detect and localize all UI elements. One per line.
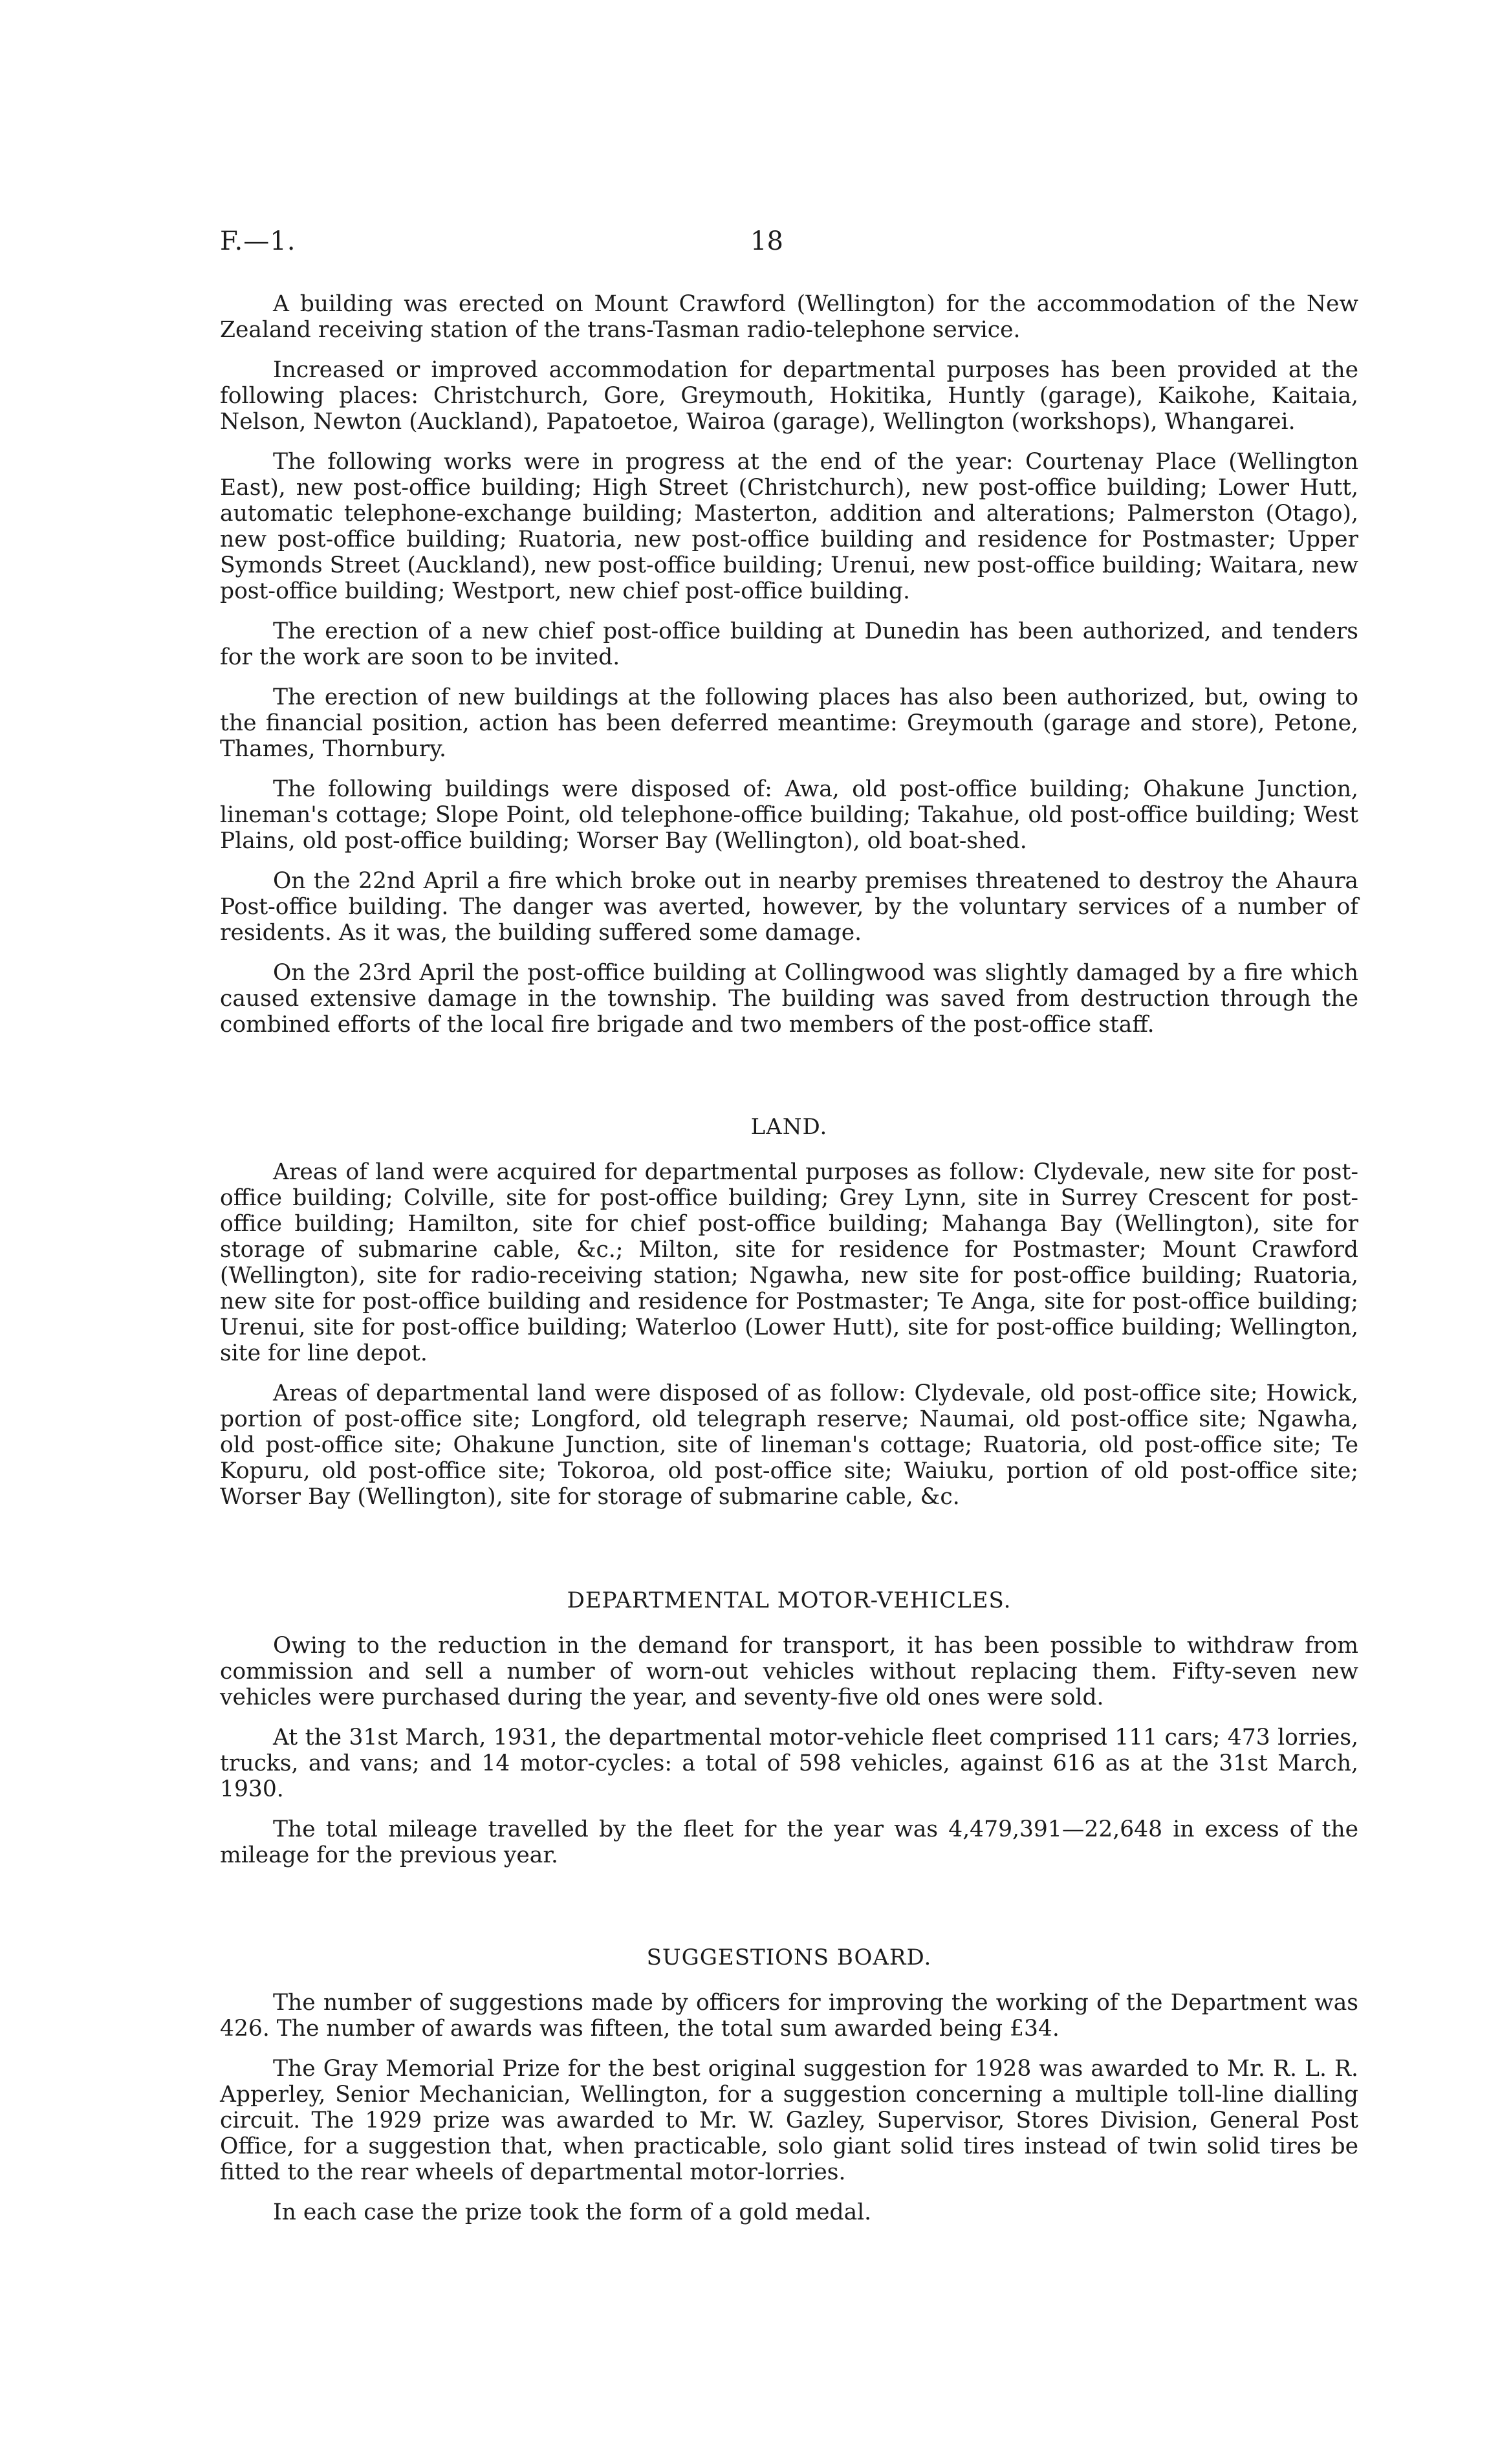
paragraph: The following works were in progress at the end of the year: Courtenay Place (Wellington East), new post-office building; High Street (Christchurch), new post-office building; Lower Hutt, automatic telephone-exchange building; Masterton, addition and alterations; Palmerston (Otago), new post-office building; Ruatoria, new post-office building and residence for Postmaster; Upper Symonds Street (Auckland), new post-office building; Urenui, new post-office building; Waitara, new post-office building; Westport, new chief post-office building. (220, 449, 1358, 604)
paragraph: The number of suggestions made by officers for improving the working of the Department was 426. The number of awards was fifteen, the total sum awarded being £34. (220, 1990, 1358, 2042)
section-heading-motor-vehicles: DEPARTMENTAL MOTOR-VEHICLES. (567, 1587, 1012, 1613)
paragraph: Increased or improved accommodation for departmental purposes has been provided at the following places: Christchurch, Gore, Greymouth, Hokitika, Huntly (garage), Kaikohe, Kaitaia, Nelson, Newton (Auckland), Papatoetoe, Wairoa (garage), Wellington (workshops), Whangarei. (220, 357, 1358, 435)
paragraph: Owing to the reduction in the demand for transport, it has been possible to withdraw from commission and sell a number of worn-out vehicles without replacing them. Fifty-seven new vehicles were purchased during the year, and seventy-five old ones were sold. (220, 1633, 1358, 1710)
paragraph: The total mileage travelled by the fleet for the year was 4,479,391—22,648 in excess of the mileage for the previous year. (220, 1816, 1358, 1868)
paragraph: A building was erected on Mount Crawford (Wellington) for the accommodation of the New Zealand receiving station of the trans-Tasman radio-telephone service. (220, 291, 1358, 343)
paragraph: The following buildings were disposed of: Awa, old post-office building; Ohakune Junction, lineman's cottage; Slope Point, old telephone-office building; Takahue, old post-office building; West Plains, old post-office building; Worser Bay (Wellington), old boat-shed. (220, 776, 1358, 854)
paragraph: In each case the prize took the form of a gold medal. (273, 2199, 872, 2225)
paragraph: Areas of departmental land were disposed of as follow: Clydevale, old post-office site; Howick, portion of post-office site; Longford, old telegraph reserve; Naumai, old post-office site; Ngawha, old post-office site; Ohakune Junction, site of lineman's cottage; Ruatoria, old post-office site; Te Kopuru, old post-office site; Tokoroa, old post-office site; Waiuku, portion of old post-office site; Worser Bay (Wellington), site for storage of submarine cable, &c. (220, 1380, 1358, 1510)
suggestions-board-section (220, 1945, 1358, 2225)
paragraph: On the 22nd April a fire which broke out in nearby premises threatened to destroy the Ahaura Post-office building. The danger was averted, however, by the voluntary services of a number of residents. As it was, the building suffered some damage. (220, 868, 1358, 946)
document-page (220, 226, 1358, 2240)
paragraph: On the 23rd April the post-office building at Collingwood was slightly damaged by a fire which caused extensive damage in the township. The building was saved from destruction through the combined efforts of the local fire brigade and two members of the post-office staff. (220, 960, 1358, 1038)
section-heading-land: LAND. (750, 1114, 828, 1140)
section-heading-suggestions-board: SUGGESTIONS BOARD. (646, 1945, 932, 1970)
intro-section (220, 291, 1358, 1038)
land-section (220, 1114, 1358, 1510)
document-reference: F.—1. (220, 226, 296, 256)
page-number: 18 (750, 226, 783, 256)
paragraph: The Gray Memorial Prize for the best original suggestion for 1928 was awarded to Mr. R. L. R. Apperley, Senior Mechanician, Wellington, for a suggestion concerning a multiple toll-line dialling circuit. The 1929 prize was awarded to Mr. W. Gazley, Supervisor, Stores Division, General Post Office, for a suggestion that, when practicable, solo giant solid tires instead of twin solid tires be fitted to the rear wheels of departmental motor-lorries. (220, 2056, 1358, 2185)
motor-vehicles-section (220, 1587, 1358, 1868)
paragraph: The erection of new buildings at the following places has also been authorized, but, owing to the financial position, action has been deferred meantime: Greymouth (garage and store), Petone, Thames, Thornbury. (220, 684, 1358, 762)
paragraph: The erection of a new chief post-office building at Dunedin has been authorized, and tenders for the work are soon to be invited. (220, 618, 1358, 670)
paragraph: At the 31st March, 1931, the departmental motor-vehicle fleet comprised 111 cars; 473 lorries, trucks, and vans; and 14 motor-cycles: a total of 598 vehicles, against 616 as at the 31st March, 1930. (220, 1725, 1358, 1802)
page-header (220, 226, 1358, 265)
paragraph: Areas of land were acquired for departmental purposes as follow: Clydevale, new site for post-office building; Colville, site for post-office building; Grey Lynn, site in Surrey Crescent for post-office building; Hamilton, site for chief post-office building; Mahanga Bay (Wellington), site for storage of submarine cable, &c.; Milton, site for residence for Postmaster; Mount Crawford (Wellington), site for radio-receiving station; Ngawha, new site for post-office building; Ruatoria, new site for post-office building and residence for Postmaster; Te Anga, site for post-office building; Urenui, site for post-office building; Waterloo (Lower Hutt), site for post-office building; Wellington, site for line depot. (220, 1159, 1358, 1366)
